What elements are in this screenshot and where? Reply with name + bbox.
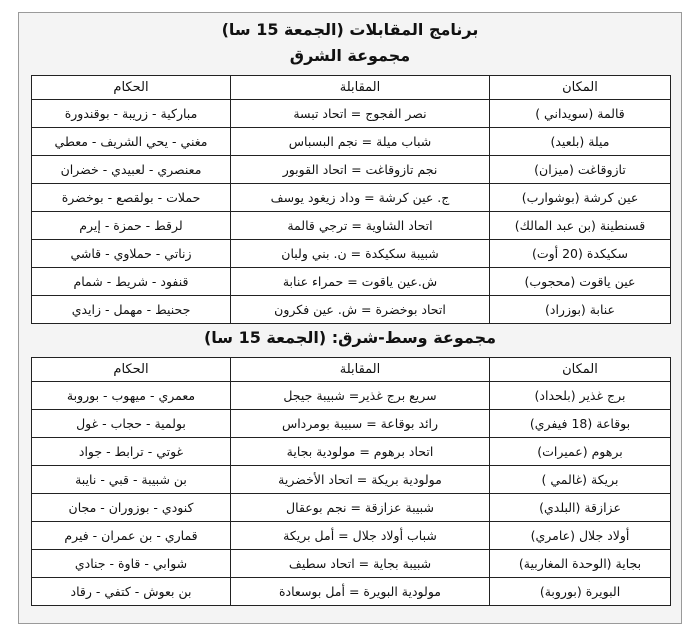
group1-title: مجموعة الشرق bbox=[289, 46, 411, 65]
table-row bbox=[32, 268, 671, 296]
cell-match: مولودية البويرة = أمل بوسعادة bbox=[231, 578, 490, 606]
header-referees: الحكام bbox=[32, 358, 231, 382]
table-row bbox=[32, 438, 671, 466]
cell-referees: قنفود - شريط - شمام bbox=[32, 268, 231, 296]
header-referees: الحكام bbox=[32, 76, 231, 100]
cell-match: ش.عين ياقوت = حمراء عنابة bbox=[231, 268, 490, 296]
document-frame bbox=[18, 12, 682, 624]
cell-place: عين كرشة (بوشوارب) bbox=[490, 184, 671, 212]
cell-referees: مغني - يحي الشريف - معطي bbox=[32, 128, 231, 156]
header-place: المكان bbox=[490, 358, 671, 382]
cell-place: بجاية (الوحدة المغاربية) bbox=[490, 550, 671, 578]
cell-match: شبيبة بجاية = اتحاد سطيف bbox=[231, 550, 490, 578]
cell-referees: قماري - بن عمران - فيرم bbox=[32, 522, 231, 550]
cell-place: قسنطينة (بن عبد المالك) bbox=[490, 212, 671, 240]
cell-referees: لرقط - حمزة - إيرم bbox=[32, 212, 231, 240]
cell-match: مولودية بريكة = اتحاد الأخضرية bbox=[231, 466, 490, 494]
table-row bbox=[32, 522, 671, 550]
table-row bbox=[32, 466, 671, 494]
table-row bbox=[32, 382, 671, 410]
table-row bbox=[32, 100, 671, 128]
table-row bbox=[32, 578, 671, 606]
cell-referees: كنودي - بوزوران - مجان bbox=[32, 494, 231, 522]
table-header-row bbox=[32, 358, 671, 382]
cell-referees: بولمية - حجاب - غول bbox=[32, 410, 231, 438]
cell-place: عنابة (بوزراد) bbox=[490, 296, 671, 324]
cell-referees: حملات - بولقصع - بوخضرة bbox=[32, 184, 231, 212]
cell-match: اتحاد الشاوية = ترجي قالمة bbox=[231, 212, 490, 240]
cell-place: بوقاعة (18 فيفري) bbox=[490, 410, 671, 438]
table-row bbox=[32, 550, 671, 578]
cell-place: سكيكدة (20 أوت) bbox=[490, 240, 671, 268]
cell-referees: معنصري - لعبيدي - خضران bbox=[32, 156, 231, 184]
cell-referees: جحنيط - مهمل - زايدي bbox=[32, 296, 231, 324]
cell-place: عين ياقوت (محجوب) bbox=[490, 268, 671, 296]
cell-place: تازوقاغت (ميزان) bbox=[490, 156, 671, 184]
cell-place: عزازقة (البلدي) bbox=[490, 494, 671, 522]
cell-referees: زناتي - حملاوي - قاشي bbox=[32, 240, 231, 268]
cell-place: ميلة (بلعيد) bbox=[490, 128, 671, 156]
table-row bbox=[32, 494, 671, 522]
cell-match: سريع برج غذير= شبيبة جيجل bbox=[231, 382, 490, 410]
document-title: برنامج المقابلات (الجمعة 15 سا) bbox=[221, 20, 479, 39]
group2-table bbox=[31, 357, 671, 606]
cell-match: نصر الفجوج = اتحاد تبسة bbox=[231, 100, 490, 128]
table-row bbox=[32, 184, 671, 212]
cell-match: ج. عين كرشة = وداد زيغود يوسف bbox=[231, 184, 490, 212]
table-row bbox=[32, 410, 671, 438]
table-row bbox=[32, 240, 671, 268]
group1-table bbox=[31, 75, 671, 324]
table-header-row bbox=[32, 76, 671, 100]
cell-referees: بن بعوش - كتفي - رقاد bbox=[32, 578, 231, 606]
cell-match: اتحاد بوخضرة = ش. عين فكرون bbox=[231, 296, 490, 324]
cell-referees: غوتي - ترابط - جواد bbox=[32, 438, 231, 466]
table-row bbox=[32, 156, 671, 184]
table-row bbox=[32, 212, 671, 240]
cell-match: شباب ميلة = نجم البسباس bbox=[231, 128, 490, 156]
cell-referees: شوابي - قاوة - جنادي bbox=[32, 550, 231, 578]
cell-place: بريكة (غالمي ) bbox=[490, 466, 671, 494]
cell-referees: معمري - ميهوب - بوروبة bbox=[32, 382, 231, 410]
cell-place: قالمة (سويداني ) bbox=[490, 100, 671, 128]
cell-match: شبيبة عزازقة = نجم بوعقال bbox=[231, 494, 490, 522]
cell-place: أولاد جلال (عامري) bbox=[490, 522, 671, 550]
cell-referees: مباركية - زريبة - بوقندورة bbox=[32, 100, 231, 128]
cell-place: البويرة (بوروبة) bbox=[490, 578, 671, 606]
header-place: المكان bbox=[490, 76, 671, 100]
header-match: المقابلة bbox=[231, 358, 490, 382]
table-row bbox=[32, 128, 671, 156]
header-match: المقابلة bbox=[231, 76, 490, 100]
cell-match: شبيبة سكيكدة = ن. بني ولبان bbox=[231, 240, 490, 268]
cell-match: رائد بوقاعة = سبيبة بومرداس bbox=[231, 410, 490, 438]
cell-match: نجم تازوقاغت = اتحاد القوبور bbox=[231, 156, 490, 184]
cell-place: برهوم (عميرات) bbox=[490, 438, 671, 466]
cell-match: اتحاد برهوم = مولودية بجاية bbox=[231, 438, 490, 466]
group2-title: مجموعة وسط-شرق: (الجمعة 15 سا) bbox=[203, 328, 497, 347]
cell-referees: بن شبيبة - قبي - نايبة bbox=[32, 466, 231, 494]
cell-place: برج غذير (بلحداد) bbox=[490, 382, 671, 410]
cell-match: شباب أولاد جلال = أمل بريكة bbox=[231, 522, 490, 550]
table-row bbox=[32, 296, 671, 324]
